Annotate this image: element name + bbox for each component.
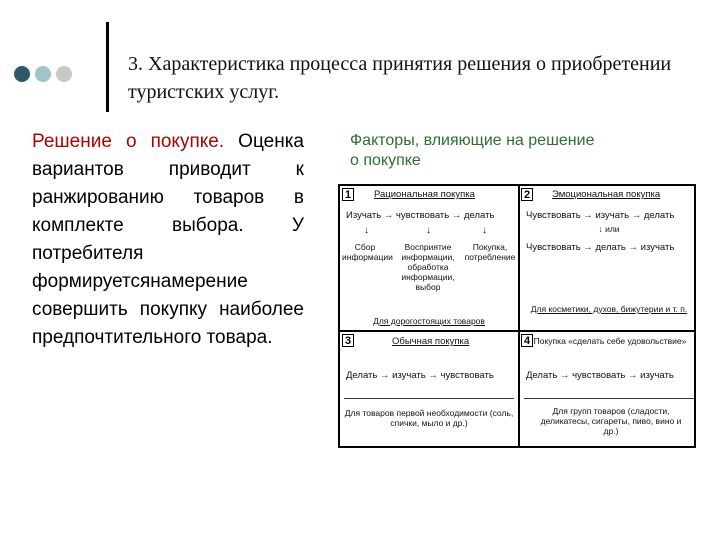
slide-title: 3. Характеристика процесса принятия решения о приобретении туристских услуг. [128,53,672,103]
q2-note: Для косметики, духов, бижутерии и т. п. [530,304,688,314]
arrow-down-icon: ↓ [426,225,431,236]
q1-number: 1 [342,188,354,201]
purchase-types-figure [338,184,696,448]
q1-sequence: Изучать → чувствовать → делать [346,210,495,221]
q1-step-purchase: Покупка, потребление [464,242,516,262]
q2-or: или [605,224,620,234]
body-text [32,128,304,352]
q3-title: Обычная покупка [392,336,470,347]
arrow-down-icon: ↓ [364,225,369,236]
dot-dark [14,66,30,82]
q3-note: Для товаров первой необходимости (соль, спички, мыло и др.) [344,408,514,428]
dot-light-blue [35,66,51,82]
q4-sequence: Делать → чувствовать → изучать [526,370,674,381]
figure-caption: Факторы, влияющие на решение о покупке [350,132,595,169]
q1-title: Рациональная покупка [374,189,475,200]
q2-number: 2 [521,188,533,201]
arrow-down-icon: ↓ [482,225,487,236]
q1-step-collect: Сбор информации [342,242,393,262]
q3-sequence: Делать → изучать → чувствовать [346,370,494,381]
decorative-dots [14,66,72,82]
body-text-highlight: Решение о покупке. [32,131,225,152]
q2-sequence-1: Чувствовать → изучать → делать [526,210,675,221]
q1-note: Для дорогостоящих товаров [373,316,485,326]
grid-vertical-divider [518,186,520,446]
q2-title: Эмоциональная покупка [552,189,661,200]
arrow-down-icon: ↓ [598,224,603,234]
q1-step-process: Восприятие информации, обработка информации, выбор [401,242,455,292]
title-divider [106,22,109,112]
q2-or-line [524,224,694,234]
q3-number: 3 [342,334,354,347]
q4-title: Покупка «сделать себе удовольствие» [533,336,687,346]
grid-horizontal-divider [340,330,694,332]
q2-sequence-2: Чувствовать → делать → изучать [526,242,675,253]
body-text-rest: Оценка вариантов приводит к ранжированию товаров в комплекте выбора. У потребителя формируетсянамерение совершить покупку наиболее предпочтительного товара. [32,131,304,348]
q4-number: 4 [521,334,533,347]
q3-separator [344,398,514,399]
dot-gray [56,66,72,82]
q4-note: Для групп товаров (сладости, деликатесы, сигареты, пиво, вино и др.) [540,406,682,436]
q4-separator [524,398,694,399]
